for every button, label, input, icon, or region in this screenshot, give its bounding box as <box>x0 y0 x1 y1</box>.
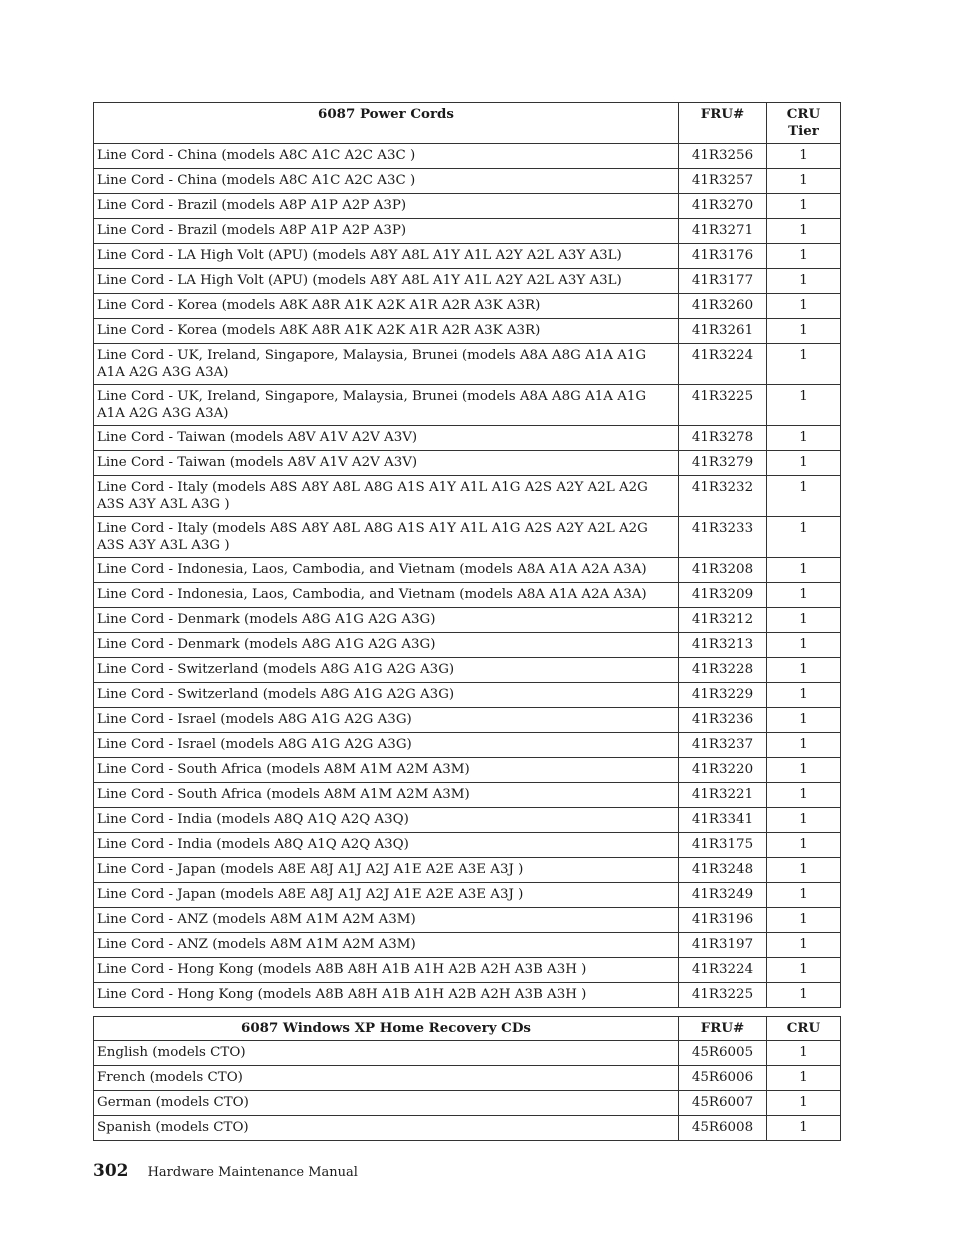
cell-cru: 1 <box>767 633 841 658</box>
cell-fru: 45R6008 <box>679 1116 767 1141</box>
cell-cru: 1 <box>767 1066 841 1091</box>
cell-description: Line Cord - Israel (models A8G A1G A2G A3G) <box>94 708 679 733</box>
cell-fru: 45R6005 <box>679 1041 767 1066</box>
header-cru-tier: CRU Tier <box>767 103 841 144</box>
cell-fru: 41R3256 <box>679 144 767 169</box>
table-row <box>94 451 841 476</box>
cell-description: Line Cord - Denmark (models A8G A1G A2G A3G) <box>94 608 679 633</box>
cell-cru: 1 <box>767 476 841 517</box>
table-row <box>94 426 841 451</box>
cell-fru: 41R3249 <box>679 883 767 908</box>
table-row <box>94 1116 841 1141</box>
cell-cru: 1 <box>767 517 841 558</box>
cell-cru: 1 <box>767 933 841 958</box>
header-fru: FRU# <box>679 1017 767 1041</box>
table-row <box>94 583 841 608</box>
cell-fru: 41R3221 <box>679 783 767 808</box>
cell-fru: 41R3175 <box>679 833 767 858</box>
table-row <box>94 344 841 385</box>
cell-fru: 41R3224 <box>679 958 767 983</box>
cell-description: Line Cord - ANZ (models A8M A1M A2M A3M) <box>94 933 679 958</box>
cell-description: Line Cord - Indonesia, Laos, Cambodia, and Vietnam (models A8A A1A A2A A3A) <box>94 558 679 583</box>
recovery-cds-table <box>93 1016 841 1141</box>
table-row <box>94 958 841 983</box>
cell-description: Line Cord - Hong Kong (models A8B A8H A1B A1H A2B A2H A3B A3H ) <box>94 983 679 1008</box>
cell-description: Line Cord - LA High Volt (APU) (models A8Y A8L A1Y A1L A2Y A2L A3Y A3L) <box>94 269 679 294</box>
table-row <box>94 144 841 169</box>
table-row <box>94 783 841 808</box>
cell-description: German (models CTO) <box>94 1091 679 1116</box>
cell-description: Line Cord - UK, Ireland, Singapore, Malaysia, Brunei (models A8A A8G A1A A1G A1A A2G A3G A3A) <box>94 385 679 426</box>
cell-description: Line Cord - Brazil (models A8P A1P A2P A3P) <box>94 194 679 219</box>
table-row <box>94 219 841 244</box>
table-row <box>94 983 841 1008</box>
page-number: 302 <box>93 1161 129 1181</box>
cell-fru: 41R3270 <box>679 194 767 219</box>
cell-fru: 45R6006 <box>679 1066 767 1091</box>
cell-description: English (models CTO) <box>94 1041 679 1066</box>
cell-description: Line Cord - Taiwan (models A8V A1V A2V A3V) <box>94 426 679 451</box>
table-row <box>94 476 841 517</box>
table-row <box>94 1091 841 1116</box>
table-row <box>94 194 841 219</box>
cell-description: Spanish (models CTO) <box>94 1116 679 1141</box>
header-fru: FRU# <box>679 103 767 144</box>
cell-cru: 1 <box>767 833 841 858</box>
cell-cru: 1 <box>767 733 841 758</box>
cell-fru: 41R3228 <box>679 658 767 683</box>
cell-fru: 41R3248 <box>679 858 767 883</box>
cell-cru: 1 <box>767 451 841 476</box>
table-row <box>94 858 841 883</box>
cell-cru: 1 <box>767 658 841 683</box>
cell-description: Line Cord - South Africa (models A8M A1M A2M A3M) <box>94 783 679 808</box>
cell-fru: 41R3232 <box>679 476 767 517</box>
cell-description: Line Cord - Japan (models A8E A8J A1J A2J A1E A2E A3E A3J ) <box>94 858 679 883</box>
cell-fru: 41R3196 <box>679 908 767 933</box>
cell-fru: 41R3233 <box>679 517 767 558</box>
table-row <box>94 933 841 958</box>
cell-description: Line Cord - Italy (models A8S A8Y A8L A8G A1S A1Y A1L A1G A2S A2Y A2L A2G A3S A3Y A3L A3G ) <box>94 476 679 517</box>
cell-cru: 1 <box>767 1091 841 1116</box>
cell-cru: 1 <box>767 169 841 194</box>
cell-description: French (models CTO) <box>94 1066 679 1091</box>
table-row <box>94 169 841 194</box>
table-row <box>94 269 841 294</box>
cell-fru: 41R3261 <box>679 319 767 344</box>
cell-description: Line Cord - Israel (models A8G A1G A2G A3G) <box>94 733 679 758</box>
table-row <box>94 385 841 426</box>
table-row <box>94 808 841 833</box>
cell-fru: 41R3279 <box>679 451 767 476</box>
cell-description: Line Cord - Switzerland (models A8G A1G A2G A3G) <box>94 683 679 708</box>
header-description: 6087 Power Cords <box>94 103 679 144</box>
cell-description: Line Cord - Indonesia, Laos, Cambodia, and Vietnam (models A8A A1A A2A A3A) <box>94 583 679 608</box>
page-footer <box>93 1161 358 1181</box>
cell-cru: 1 <box>767 244 841 269</box>
cell-description: Line Cord - South Africa (models A8M A1M A2M A3M) <box>94 758 679 783</box>
cell-fru: 41R3237 <box>679 733 767 758</box>
cell-cru: 1 <box>767 808 841 833</box>
cell-fru: 45R6007 <box>679 1091 767 1116</box>
cell-description: Line Cord - UK, Ireland, Singapore, Malaysia, Brunei (models A8A A8G A1A A1G A1A A2G A3G A3A) <box>94 344 679 385</box>
table-row <box>94 319 841 344</box>
table-row <box>94 733 841 758</box>
cell-description: Line Cord - Korea (models A8K A8R A1K A2K A1R A2R A3K A3R) <box>94 294 679 319</box>
table-row <box>94 883 841 908</box>
cell-cru: 1 <box>767 219 841 244</box>
cell-fru: 41R3176 <box>679 244 767 269</box>
cell-cru: 1 <box>767 883 841 908</box>
table-row <box>94 517 841 558</box>
cell-description: Line Cord - India (models A8Q A1Q A2Q A3Q) <box>94 833 679 858</box>
cell-description: Line Cord - India (models A8Q A1Q A2Q A3Q) <box>94 808 679 833</box>
cell-cru: 1 <box>767 958 841 983</box>
cell-cru: 1 <box>767 558 841 583</box>
cell-cru: 1 <box>767 269 841 294</box>
table-header-row <box>94 103 841 144</box>
cell-fru: 41R3229 <box>679 683 767 708</box>
cell-fru: 41R3224 <box>679 344 767 385</box>
cell-fru: 41R3225 <box>679 385 767 426</box>
header-description: 6087 Windows XP Home Recovery CDs <box>94 1017 679 1041</box>
table-row <box>94 708 841 733</box>
cell-description: Line Cord - Hong Kong (models A8B A8H A1B A1H A2B A2H A3B A3H ) <box>94 958 679 983</box>
cell-description: Line Cord - Brazil (models A8P A1P A2P A3P) <box>94 219 679 244</box>
cell-cru: 1 <box>767 583 841 608</box>
cell-cru: 1 <box>767 1041 841 1066</box>
cell-description: Line Cord - LA High Volt (APU) (models A8Y A8L A1Y A1L A2Y A2L A3Y A3L) <box>94 244 679 269</box>
cell-description: Line Cord - China (models A8C A1C A2C A3C ) <box>94 169 679 194</box>
cell-fru: 41R3212 <box>679 608 767 633</box>
cell-cru: 1 <box>767 708 841 733</box>
table-row <box>94 294 841 319</box>
cell-cru: 1 <box>767 426 841 451</box>
cell-cru: 1 <box>767 683 841 708</box>
cell-cru: 1 <box>767 783 841 808</box>
cell-cru: 1 <box>767 908 841 933</box>
cell-description: Line Cord - Denmark (models A8G A1G A2G A3G) <box>94 633 679 658</box>
cell-fru: 41R3271 <box>679 219 767 244</box>
cell-cru: 1 <box>767 1116 841 1141</box>
table-row <box>94 1041 841 1066</box>
table-row <box>94 608 841 633</box>
cell-description: Line Cord - Taiwan (models A8V A1V A2V A3V) <box>94 451 679 476</box>
cell-fru: 41R3278 <box>679 426 767 451</box>
cell-fru: 41R3208 <box>679 558 767 583</box>
cell-fru: 41R3213 <box>679 633 767 658</box>
table-row <box>94 908 841 933</box>
table-row <box>94 758 841 783</box>
cell-description: Line Cord - Switzerland (models A8G A1G A2G A3G) <box>94 658 679 683</box>
table-row <box>94 558 841 583</box>
power-cords-table <box>93 102 841 1008</box>
cell-fru: 41R3341 <box>679 808 767 833</box>
cell-fru: 41R3225 <box>679 983 767 1008</box>
header-cru: CRU <box>767 1017 841 1041</box>
cell-description: Line Cord - Japan (models A8E A8J A1J A2J A1E A2E A3E A3J ) <box>94 883 679 908</box>
cell-cru: 1 <box>767 294 841 319</box>
cell-cru: 1 <box>767 858 841 883</box>
cell-fru: 41R3236 <box>679 708 767 733</box>
cell-cru: 1 <box>767 344 841 385</box>
table-row <box>94 633 841 658</box>
cell-cru: 1 <box>767 983 841 1008</box>
table-row <box>94 1066 841 1091</box>
cell-fru: 41R3260 <box>679 294 767 319</box>
cell-description: Line Cord - Italy (models A8S A8Y A8L A8G A1S A1Y A1L A1G A2S A2Y A2L A2G A3S A3Y A3L A3G ) <box>94 517 679 558</box>
cell-fru: 41R3209 <box>679 583 767 608</box>
cell-cru: 1 <box>767 758 841 783</box>
cell-cru: 1 <box>767 319 841 344</box>
cell-fru: 41R3257 <box>679 169 767 194</box>
cell-cru: 1 <box>767 608 841 633</box>
table-header-row <box>94 1017 841 1041</box>
cell-description: Line Cord - ANZ (models A8M A1M A2M A3M) <box>94 908 679 933</box>
table-row <box>94 244 841 269</box>
cell-description: Line Cord - Korea (models A8K A8R A1K A2K A1R A2R A3K A3R) <box>94 319 679 344</box>
table-row <box>94 833 841 858</box>
cell-fru: 41R3197 <box>679 933 767 958</box>
cell-fru: 41R3220 <box>679 758 767 783</box>
cell-cru: 1 <box>767 144 841 169</box>
cell-fru: 41R3177 <box>679 269 767 294</box>
cell-cru: 1 <box>767 194 841 219</box>
manual-title: Hardware Maintenance Manual <box>147 1165 358 1180</box>
table-row <box>94 658 841 683</box>
cell-description: Line Cord - China (models A8C A1C A2C A3C ) <box>94 144 679 169</box>
cell-cru: 1 <box>767 385 841 426</box>
table-row <box>94 683 841 708</box>
